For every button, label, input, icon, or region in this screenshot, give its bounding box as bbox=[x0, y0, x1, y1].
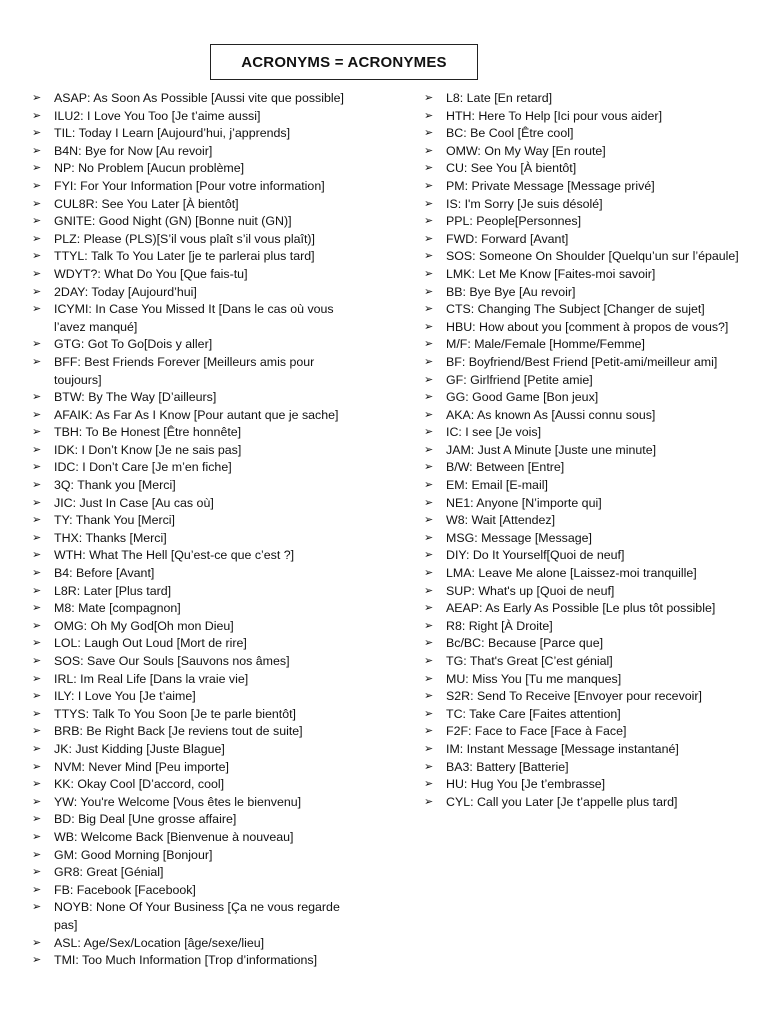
bullet-arrow-icon: ➢ bbox=[32, 426, 42, 439]
acronym-item bbox=[32, 759, 362, 777]
bullet-arrow-icon: ➢ bbox=[32, 549, 42, 562]
acronym-text: OMW: On My Way [En route] bbox=[446, 143, 606, 158]
bullet-arrow-icon: ➢ bbox=[32, 250, 42, 263]
acronym-text: ASAP: As Soon As Possible [Aussi vite que possible] bbox=[54, 91, 344, 105]
bullet-arrow-icon: ➢ bbox=[32, 303, 42, 316]
acronym-text: ILU2: I Love You Too [Je t’aime aussi] bbox=[54, 108, 261, 123]
acronym-item bbox=[424, 196, 754, 214]
acronym-item bbox=[424, 284, 754, 302]
bullet-arrow-icon: ➢ bbox=[32, 795, 42, 808]
bullet-arrow-icon: ➢ bbox=[424, 778, 434, 791]
acronym-item bbox=[424, 706, 754, 724]
acronym-item bbox=[32, 178, 362, 196]
bullet-arrow-icon: ➢ bbox=[424, 690, 434, 703]
acronym-text: FYI: For Your Information [Pour votre information] bbox=[54, 178, 325, 193]
bullet-arrow-icon: ➢ bbox=[424, 408, 434, 421]
acronym-item bbox=[32, 407, 362, 425]
bullet-arrow-icon: ➢ bbox=[424, 549, 434, 562]
acronym-item bbox=[32, 424, 362, 442]
acronym-item bbox=[424, 407, 754, 425]
acronym-item bbox=[32, 741, 362, 759]
bullet-arrow-icon: ➢ bbox=[424, 197, 434, 210]
acronym-item bbox=[424, 372, 754, 390]
acronym-text: B4: Before [Avant] bbox=[54, 566, 155, 581]
bullet-arrow-icon: ➢ bbox=[32, 584, 42, 597]
acronym-text: NVM: Never Mind [Peu importe] bbox=[54, 759, 229, 774]
bullet-arrow-icon: ➢ bbox=[424, 725, 434, 738]
acronym-text: BD: Big Deal [Une grosse affaire] bbox=[54, 812, 237, 827]
acronym-text: LMK: Let Me Know [Faites-moi savoir] bbox=[446, 266, 656, 281]
bullet-arrow-icon: ➢ bbox=[424, 443, 434, 456]
acronym-text: NP: No Problem [Aucun problème] bbox=[54, 161, 245, 176]
bullet-arrow-icon: ➢ bbox=[32, 848, 42, 861]
bullet-arrow-icon: ➢ bbox=[424, 619, 434, 632]
acronym-item bbox=[424, 160, 754, 178]
bullet-arrow-icon: ➢ bbox=[32, 619, 42, 632]
acronym-text: BTW: By The Way [D’ailleurs] bbox=[54, 390, 217, 405]
acronym-item bbox=[32, 108, 362, 126]
acronym-item bbox=[32, 231, 362, 249]
acronym-item bbox=[32, 618, 362, 636]
acronym-item bbox=[32, 248, 362, 266]
acronym-text: TY: Thank You [Merci] bbox=[54, 513, 175, 528]
acronym-text: NE1: Anyone [N’importe qui] bbox=[446, 495, 602, 510]
acronym-item bbox=[32, 776, 362, 794]
acronym-item bbox=[32, 143, 362, 161]
acronym-item bbox=[424, 301, 754, 319]
acronym-text: GG: Good Game [Bon jeux] bbox=[446, 390, 599, 405]
acronym-text: WB: Welcome Back [Bienvenue à nouveau] bbox=[54, 829, 294, 844]
bullet-arrow-icon: ➢ bbox=[424, 232, 434, 245]
acronym-item bbox=[424, 459, 754, 477]
acronym-text: CU: See You [À bientôt] bbox=[446, 161, 577, 176]
bullet-arrow-icon: ➢ bbox=[32, 109, 42, 122]
acronym-item bbox=[32, 899, 362, 934]
acronym-text: F2F: Face to Face [Face à Face] bbox=[446, 724, 627, 739]
acronym-text: PPL: People[Personnes] bbox=[446, 214, 582, 229]
bullet-arrow-icon: ➢ bbox=[424, 461, 434, 474]
bullet-arrow-icon: ➢ bbox=[424, 742, 434, 755]
acronym-item bbox=[32, 688, 362, 706]
bullet-arrow-icon: ➢ bbox=[32, 655, 42, 667]
bullet-arrow-icon: ➢ bbox=[424, 514, 434, 527]
bullet-arrow-icon: ➢ bbox=[424, 795, 434, 808]
bullet-arrow-icon: ➢ bbox=[424, 672, 434, 685]
bullet-arrow-icon: ➢ bbox=[424, 391, 434, 404]
bullet-arrow-icon: ➢ bbox=[424, 109, 434, 122]
bullet-arrow-icon: ➢ bbox=[32, 355, 42, 368]
bullet-arrow-icon: ➢ bbox=[424, 479, 434, 492]
bullet-arrow-icon: ➢ bbox=[32, 901, 42, 914]
acronym-item bbox=[424, 213, 754, 231]
acronym-item bbox=[424, 600, 754, 618]
bullet-arrow-icon: ➢ bbox=[32, 338, 42, 351]
acronym-item bbox=[32, 864, 362, 882]
bullet-arrow-icon: ➢ bbox=[424, 179, 434, 192]
acronym-text: MU: Miss You [Tu me manques] bbox=[446, 671, 622, 686]
acronym-item bbox=[32, 336, 362, 354]
acronym-text: L8: Late [En retard] bbox=[446, 91, 553, 105]
bullet-arrow-icon: ➢ bbox=[32, 742, 42, 755]
bullet-arrow-icon: ➢ bbox=[32, 567, 42, 580]
bullet-arrow-icon: ➢ bbox=[424, 320, 434, 333]
acronym-item bbox=[32, 653, 362, 671]
acronym-text: GNITE: Good Night (GN) [Bonne nuit (GN)] bbox=[54, 214, 292, 229]
acronym-item bbox=[32, 389, 362, 407]
bullet-arrow-icon: ➢ bbox=[32, 127, 42, 140]
acronym-text: HTH: Here To Help [Ici pour vous aider] bbox=[446, 108, 663, 123]
acronym-text: DIY: Do It Yourself[Quoi de neuf] bbox=[446, 548, 625, 563]
acronym-item bbox=[32, 723, 362, 741]
bullet-arrow-icon: ➢ bbox=[32, 936, 42, 949]
acronym-text: OMG: Oh My God[Oh mon Dieu] bbox=[54, 618, 234, 633]
acronym-item bbox=[32, 301, 362, 336]
acronym-text: GTG: Got To Go[Dois y aller] bbox=[54, 337, 213, 352]
bullet-arrow-icon: ➢ bbox=[32, 778, 42, 791]
acronym-text: NOYB: None Of Your Business [Ça ne vous regarde pas] bbox=[54, 900, 340, 932]
acronym-text: GF: Girlfriend [Petite amie] bbox=[446, 372, 593, 387]
bullet-arrow-icon: ➢ bbox=[424, 303, 434, 316]
acronym-text: CUL8R: See You Later [À bientôt] bbox=[54, 196, 239, 211]
acronym-item bbox=[32, 952, 362, 970]
acronym-text: ILY: I Love You [Je t’aime] bbox=[54, 689, 196, 704]
acronym-text: BRB: Be Right Back [Je reviens tout de suite] bbox=[54, 724, 303, 739]
bullet-arrow-icon: ➢ bbox=[424, 355, 434, 368]
bullet-arrow-icon: ➢ bbox=[424, 144, 434, 157]
acronym-item bbox=[424, 108, 754, 126]
bullet-arrow-icon: ➢ bbox=[424, 531, 434, 544]
bullet-arrow-icon: ➢ bbox=[424, 267, 434, 280]
acronym-text: AFAIK: As Far As I Know [Pour autant que je sache] bbox=[54, 407, 339, 422]
acronym-text: IDK: I Don’t Know [Je ne sais pas] bbox=[54, 442, 242, 457]
acronym-item bbox=[32, 495, 362, 513]
acronym-item bbox=[424, 143, 754, 161]
acronym-item bbox=[424, 618, 754, 636]
acronym-item bbox=[424, 90, 754, 108]
acronym-item bbox=[32, 811, 362, 829]
acronym-item bbox=[424, 424, 754, 442]
bullet-arrow-icon: ➢ bbox=[32, 144, 42, 157]
acronym-text: AEAP: As Early As Possible [Le plus tôt possible] bbox=[446, 601, 716, 616]
acronym-text: TG: That's Great [C’est génial] bbox=[446, 654, 613, 668]
bullet-arrow-icon: ➢ bbox=[32, 232, 42, 245]
acronym-item bbox=[32, 284, 362, 302]
bullet-arrow-icon: ➢ bbox=[32, 443, 42, 456]
acronym-text: AKA: As known As [Aussi connu sous] bbox=[446, 407, 656, 422]
acronym-text: BA3: Battery [Batterie] bbox=[446, 759, 569, 774]
acronym-item bbox=[32, 512, 362, 530]
acronym-item bbox=[32, 160, 362, 178]
acronym-text: SOS: Someone On Shoulder [Quelqu’un sur l’épaule] bbox=[446, 249, 739, 264]
acronym-item bbox=[424, 547, 754, 565]
acronym-item bbox=[32, 882, 362, 900]
acronym-item bbox=[32, 565, 362, 583]
bullet-arrow-icon: ➢ bbox=[424, 655, 434, 667]
acronym-text: WTH: What The Hell [Qu’est-ce que c’est ?] bbox=[54, 548, 295, 563]
acronym-item bbox=[32, 213, 362, 231]
acronym-text: GR8: Great [Génial] bbox=[54, 865, 164, 880]
acronym-text: TTYS: Talk To You Soon [Je te parle bientôt] bbox=[54, 706, 297, 721]
acronym-text: JIC: Just In Case [Au cas où] bbox=[54, 495, 214, 510]
bullet-arrow-icon: ➢ bbox=[32, 725, 42, 738]
acronym-text: IM: Instant Message [Message instantané] bbox=[446, 741, 679, 756]
acronym-text: WDYT?: What Do You [Que fais-tu] bbox=[54, 266, 248, 281]
page-title: ACRONYMS = ACRONYMES bbox=[210, 44, 478, 80]
acronym-text: S2R: Send To Receive [Envoyer pour recevoir] bbox=[446, 689, 702, 704]
acronym-list-left bbox=[32, 90, 362, 970]
acronym-item bbox=[424, 776, 754, 794]
acronym-item bbox=[424, 565, 754, 583]
acronym-item bbox=[424, 354, 754, 372]
acronym-item bbox=[32, 600, 362, 618]
acronym-item bbox=[424, 495, 754, 513]
acronym-list-right bbox=[424, 90, 754, 811]
acronym-text: LOL: Laugh Out Loud [Mort de rire] bbox=[54, 636, 247, 651]
acronym-text: FB: Facebook [Facebook] bbox=[54, 882, 196, 897]
acronym-text: CTS: Changing The Subject [Changer de sujet] bbox=[446, 302, 705, 317]
acronym-text: SOS: Save Our Souls [Sauvons nos âmes] bbox=[54, 654, 290, 668]
acronym-item bbox=[424, 741, 754, 759]
acronym-text: BB: Bye Bye [Au revoir] bbox=[446, 284, 576, 299]
acronym-text: IDC: I Don’t Care [Je m’en fiche] bbox=[54, 460, 232, 475]
acronym-item bbox=[32, 935, 362, 953]
bullet-arrow-icon: ➢ bbox=[32, 866, 42, 879]
acronym-item bbox=[424, 583, 754, 601]
acronym-item bbox=[32, 829, 362, 847]
acronym-item bbox=[32, 125, 362, 143]
acronym-text: MSG: Message [Message] bbox=[446, 530, 592, 545]
acronym-item bbox=[32, 90, 362, 108]
acronym-item bbox=[424, 178, 754, 196]
bullet-arrow-icon: ➢ bbox=[32, 215, 42, 228]
acronym-text: R8: Right [À Droite] bbox=[446, 618, 553, 633]
acronym-item bbox=[32, 530, 362, 548]
bullet-arrow-icon: ➢ bbox=[424, 760, 434, 773]
bullet-arrow-icon: ➢ bbox=[32, 760, 42, 773]
acronym-text: TTYL: Talk To You Later [je te parlerai plus tard] bbox=[54, 249, 315, 264]
bullet-arrow-icon: ➢ bbox=[424, 250, 434, 263]
bullet-arrow-icon: ➢ bbox=[32, 285, 42, 298]
acronym-text: HU: Hug You [Je t’embrasse] bbox=[446, 777, 606, 792]
bullet-arrow-icon: ➢ bbox=[32, 162, 42, 175]
acronym-text: JK: Just Kidding [Juste Blague] bbox=[54, 741, 225, 756]
bullet-arrow-icon: ➢ bbox=[32, 672, 42, 685]
bullet-arrow-icon: ➢ bbox=[32, 531, 42, 544]
acronym-text: SUP: What's up [Quoi de neuf] bbox=[446, 583, 615, 598]
acronym-text: JAM: Just A Minute [Juste une minute] bbox=[446, 442, 657, 457]
acronym-item bbox=[424, 635, 754, 653]
acronym-item bbox=[32, 196, 362, 214]
bullet-arrow-icon: ➢ bbox=[424, 707, 434, 720]
bullet-arrow-icon: ➢ bbox=[424, 426, 434, 439]
acronym-text: B/W: Between [Entre] bbox=[446, 460, 565, 475]
acronym-text: IC: I see [Je vois] bbox=[446, 425, 542, 440]
bullet-arrow-icon: ➢ bbox=[424, 637, 434, 650]
bullet-arrow-icon: ➢ bbox=[32, 707, 42, 720]
acronym-text: 3Q: Thank you [Merci] bbox=[54, 478, 176, 493]
bullet-arrow-icon: ➢ bbox=[32, 637, 42, 650]
acronym-item bbox=[424, 512, 754, 530]
bullet-arrow-icon: ➢ bbox=[32, 479, 42, 492]
acronym-text: PM: Private Message [Message privé] bbox=[446, 178, 655, 193]
acronym-text: TIL: Today I Learn [Aujourd’hui, j’apprends] bbox=[54, 126, 291, 141]
bullet-arrow-icon: ➢ bbox=[424, 496, 434, 509]
bullet-arrow-icon: ➢ bbox=[32, 197, 42, 210]
acronym-text: 2DAY: Today [Aujourd’hui] bbox=[54, 284, 197, 299]
acronym-item bbox=[32, 706, 362, 724]
acronym-item bbox=[424, 389, 754, 407]
bullet-arrow-icon: ➢ bbox=[32, 813, 42, 826]
acronym-text: ASL: Age/Sex/Location [âge/sexe/lieu] bbox=[54, 935, 265, 950]
acronym-text: BF: Boyfriend/Best Friend [Petit-ami/meilleur ami] bbox=[446, 354, 718, 369]
acronym-text: GM: Good Morning [Bonjour] bbox=[54, 847, 213, 862]
acronym-item bbox=[32, 794, 362, 812]
acronym-item bbox=[424, 723, 754, 741]
bullet-arrow-icon: ➢ bbox=[424, 215, 434, 228]
acronym-item bbox=[424, 688, 754, 706]
bullet-arrow-icon: ➢ bbox=[424, 602, 434, 615]
bullet-arrow-icon: ➢ bbox=[32, 408, 42, 421]
bullet-arrow-icon: ➢ bbox=[32, 602, 42, 615]
bullet-arrow-icon: ➢ bbox=[32, 391, 42, 404]
acronym-item bbox=[424, 653, 754, 671]
bullet-arrow-icon: ➢ bbox=[424, 92, 434, 104]
bullet-arrow-icon: ➢ bbox=[424, 162, 434, 175]
bullet-arrow-icon: ➢ bbox=[424, 567, 434, 580]
acronym-text: B4N: Bye for Now [Au revoir] bbox=[54, 143, 213, 158]
bullet-arrow-icon: ➢ bbox=[424, 584, 434, 597]
bullet-arrow-icon: ➢ bbox=[32, 461, 42, 474]
acronym-item bbox=[32, 547, 362, 565]
acronym-text: IRL: Im Real Life [Dans la vraie vie] bbox=[54, 671, 249, 686]
acronym-text: FWD: Forward [Avant] bbox=[446, 231, 569, 246]
acronym-item bbox=[424, 759, 754, 777]
acronym-item bbox=[32, 477, 362, 495]
acronym-item bbox=[32, 583, 362, 601]
acronym-text: LMA: Leave Me alone [Laissez-moi tranquille] bbox=[446, 566, 697, 581]
acronym-text: M8: Mate [compagnon] bbox=[54, 601, 181, 616]
bullet-arrow-icon: ➢ bbox=[424, 127, 434, 140]
acronym-item bbox=[424, 671, 754, 689]
acronym-item bbox=[32, 442, 362, 460]
acronym-text: BFF: Best Friends Forever [Meilleurs amis pour toujours] bbox=[54, 354, 315, 387]
acronym-item bbox=[32, 354, 362, 389]
acronym-item bbox=[424, 231, 754, 249]
acronym-item bbox=[424, 530, 754, 548]
acronym-item bbox=[32, 847, 362, 865]
acronym-text: ICYMI: In Case You Missed It [Dans le cas où vous l’avez manqué] bbox=[54, 302, 334, 334]
bullet-arrow-icon: ➢ bbox=[32, 267, 42, 280]
acronym-item bbox=[424, 125, 754, 143]
acronym-text: W8: Wait [Attendez] bbox=[446, 513, 556, 528]
acronym-item bbox=[424, 266, 754, 284]
bullet-arrow-icon: ➢ bbox=[32, 830, 42, 843]
acronym-item bbox=[32, 266, 362, 284]
acronym-text: KK: Okay Cool [D’accord, cool] bbox=[54, 777, 225, 792]
bullet-arrow-icon: ➢ bbox=[32, 690, 42, 703]
bullet-arrow-icon: ➢ bbox=[32, 92, 42, 104]
acronym-text: PLZ: Please (PLS)[S’il vous plaît s’il vous plaît)] bbox=[54, 231, 315, 246]
bullet-arrow-icon: ➢ bbox=[32, 514, 42, 527]
acronym-item bbox=[424, 794, 754, 812]
bullet-arrow-icon: ➢ bbox=[32, 954, 42, 967]
acronym-text: THX: Thanks [Merci] bbox=[54, 530, 167, 545]
acronym-item bbox=[424, 477, 754, 495]
acronym-text: YW: You're Welcome [Vous êtes le bienvenu] bbox=[54, 794, 302, 809]
bullet-arrow-icon: ➢ bbox=[424, 373, 434, 386]
acronym-text: M/F: Male/Female [Homme/Femme] bbox=[446, 337, 645, 352]
acronym-text: BC: Be Cool [Être cool] bbox=[446, 126, 574, 141]
acronym-text: IS: I'm Sorry [Je suis désolé] bbox=[446, 196, 603, 211]
acronym-text: Bc/BC: Because [Parce que] bbox=[446, 636, 604, 651]
acronym-item bbox=[32, 635, 362, 653]
acronym-item bbox=[32, 459, 362, 477]
acronym-text: TBH: To Be Honest [Être honnête] bbox=[54, 425, 242, 440]
bullet-arrow-icon: ➢ bbox=[32, 496, 42, 509]
bullet-arrow-icon: ➢ bbox=[424, 285, 434, 298]
acronym-item bbox=[424, 336, 754, 354]
acronym-text: L8R: Later [Plus tard] bbox=[54, 583, 172, 598]
acronym-item bbox=[424, 248, 754, 266]
acronym-text: TC: Take Care [Faites attention] bbox=[446, 706, 621, 721]
acronym-item bbox=[32, 671, 362, 689]
acronym-text: CYL: Call you Later [Je t’appelle plus tard] bbox=[446, 794, 678, 809]
bullet-arrow-icon: ➢ bbox=[32, 179, 42, 192]
acronym-item bbox=[424, 442, 754, 460]
bullet-arrow-icon: ➢ bbox=[32, 883, 42, 896]
acronym-text: EM: Email [E-mail] bbox=[446, 478, 548, 493]
acronym-item bbox=[424, 319, 754, 337]
acronym-text: HBU: How about you [comment à propos de vous?] bbox=[446, 319, 729, 334]
bullet-arrow-icon: ➢ bbox=[424, 338, 434, 351]
acronym-text: TMI: Too Much Information [Trop d’informations] bbox=[54, 953, 318, 968]
